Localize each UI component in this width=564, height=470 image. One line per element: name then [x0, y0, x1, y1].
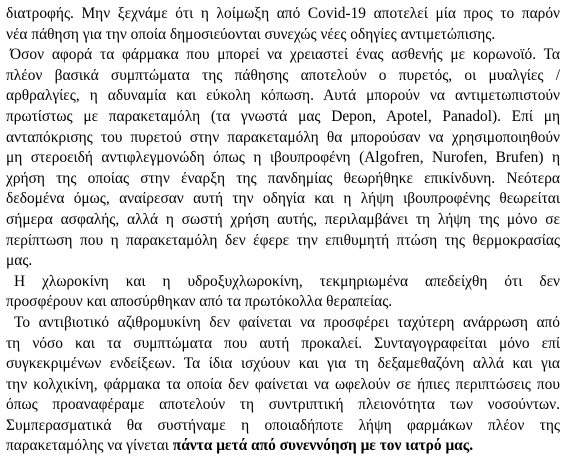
- closing-line: [6, 436, 560, 457]
- text-line: Το αντιβιοτικό αζιθρομυκίνη δεν φαίνεται να προσφέρει ταχύτερη ανάρρωση από: [14, 313, 560, 331]
- text-line: νέα πάθηση για την οποία δημοσιεύονται συνεχώς νέες οδηγίες αντιμετώπισης.: [6, 25, 496, 43]
- text-line: αρθραλγίες, η αδυναμία και εύκολη κόπωση. Αυτά μπορούν να αντιμετωπιστούν: [6, 87, 560, 105]
- text-line: προσφέρουν και αποσύρθηκαν από τα πρωτόκολλα θεραπείας.: [6, 293, 393, 311]
- text-line: Όσον αφορά τα φάρμακα που μπορεί να χρειαστεί ένας ασθενής με κορωνοϊό. Τα: [10, 46, 560, 64]
- text-line: Συμπερασματικά θα συστήναμε η οποιαδήποτε λήψη φαρμάκων πλέον της: [6, 416, 560, 434]
- text-line: πρωτίστως με παρακεταμόλη (τα γνωστά μας Depon, Apotel, Panadol). Επί μη: [6, 107, 560, 125]
- text-line: συγκεκριμένων ενδείξεων. Τα ίδια ισχύουν και για τη δεξαμεθαζόνη αλλά και για: [6, 355, 560, 373]
- text-line: μας.: [6, 252, 33, 270]
- paragraph-intro: [6, 4, 560, 45]
- paragraph-chloroquine: [6, 272, 560, 313]
- closing-text: παρακεταμόλης να γίνεται: [6, 437, 173, 455]
- text-line: τη νόσο και τα συμπτώματα που αυτή προκαλεί. Συνταγογραφείται μόνο επί: [6, 334, 560, 352]
- text-line: την κολχικίνη, φάρμακα τα οποία δεν φαίνεται να ωφελούν σε ήπιες περιπτώσεις που: [6, 375, 560, 393]
- text-line: όπως προαναφέραμε αποτελούν τη συντριπτική πλειονότητα των νοσούντων.: [6, 396, 560, 414]
- text-line: χρήση της οποίας στην έναρξη της πανδημίας θεωρήθηκε επικίνδυνη. Νεότερα: [6, 169, 560, 187]
- text-line: περίπτωση που η παρακεταμόλη δεν έφερε την επιθυμητή πτώση της θερμοκρασίας: [6, 231, 560, 249]
- text-line: μη στεροειδή αντιφλεγμονώδη όπως η ιβουπροφένη (Algofren, Nurofen, Brufen) η: [6, 149, 560, 167]
- text-line: Η χλωροκίνη και η υδροξυχλωροκίνη, τεκμηριωμένα απεδείχθη ότι δεν: [14, 272, 560, 290]
- text-line: σήμερα ασφαλής, αλλά η σωστή χρήση αυτής, περιλαμβάνει τη λήψη της μόνο σε: [6, 210, 560, 228]
- text-line: πλέον βασικά συμπτώματα της πάθησης αποτελούν ο πυρετός, οι μυαλγίες /: [6, 66, 560, 84]
- paragraph-medications: [6, 45, 560, 272]
- paragraph-antibiotics: [6, 313, 560, 457]
- text-line: δεδομένα όμως, αναίρεσαν αυτή την οδηγία και η λήψη ιβουπροφένης θεωρείται: [6, 190, 560, 208]
- text-line: διατροφής. Μην ξεχνάμε ότι η λοίμωξη από Covid-19 αποτελεί μία προς το παρόν: [6, 5, 560, 22]
- text-line: ανταπόκρισης του πυρετού στην παρακεταμόλη θα μπορούσαν να χρησιμοποιηθούν: [6, 128, 560, 146]
- closing-emphasis: πάντα μετά από συνεννόηση με τον ιατρό μας.: [172, 437, 474, 455]
